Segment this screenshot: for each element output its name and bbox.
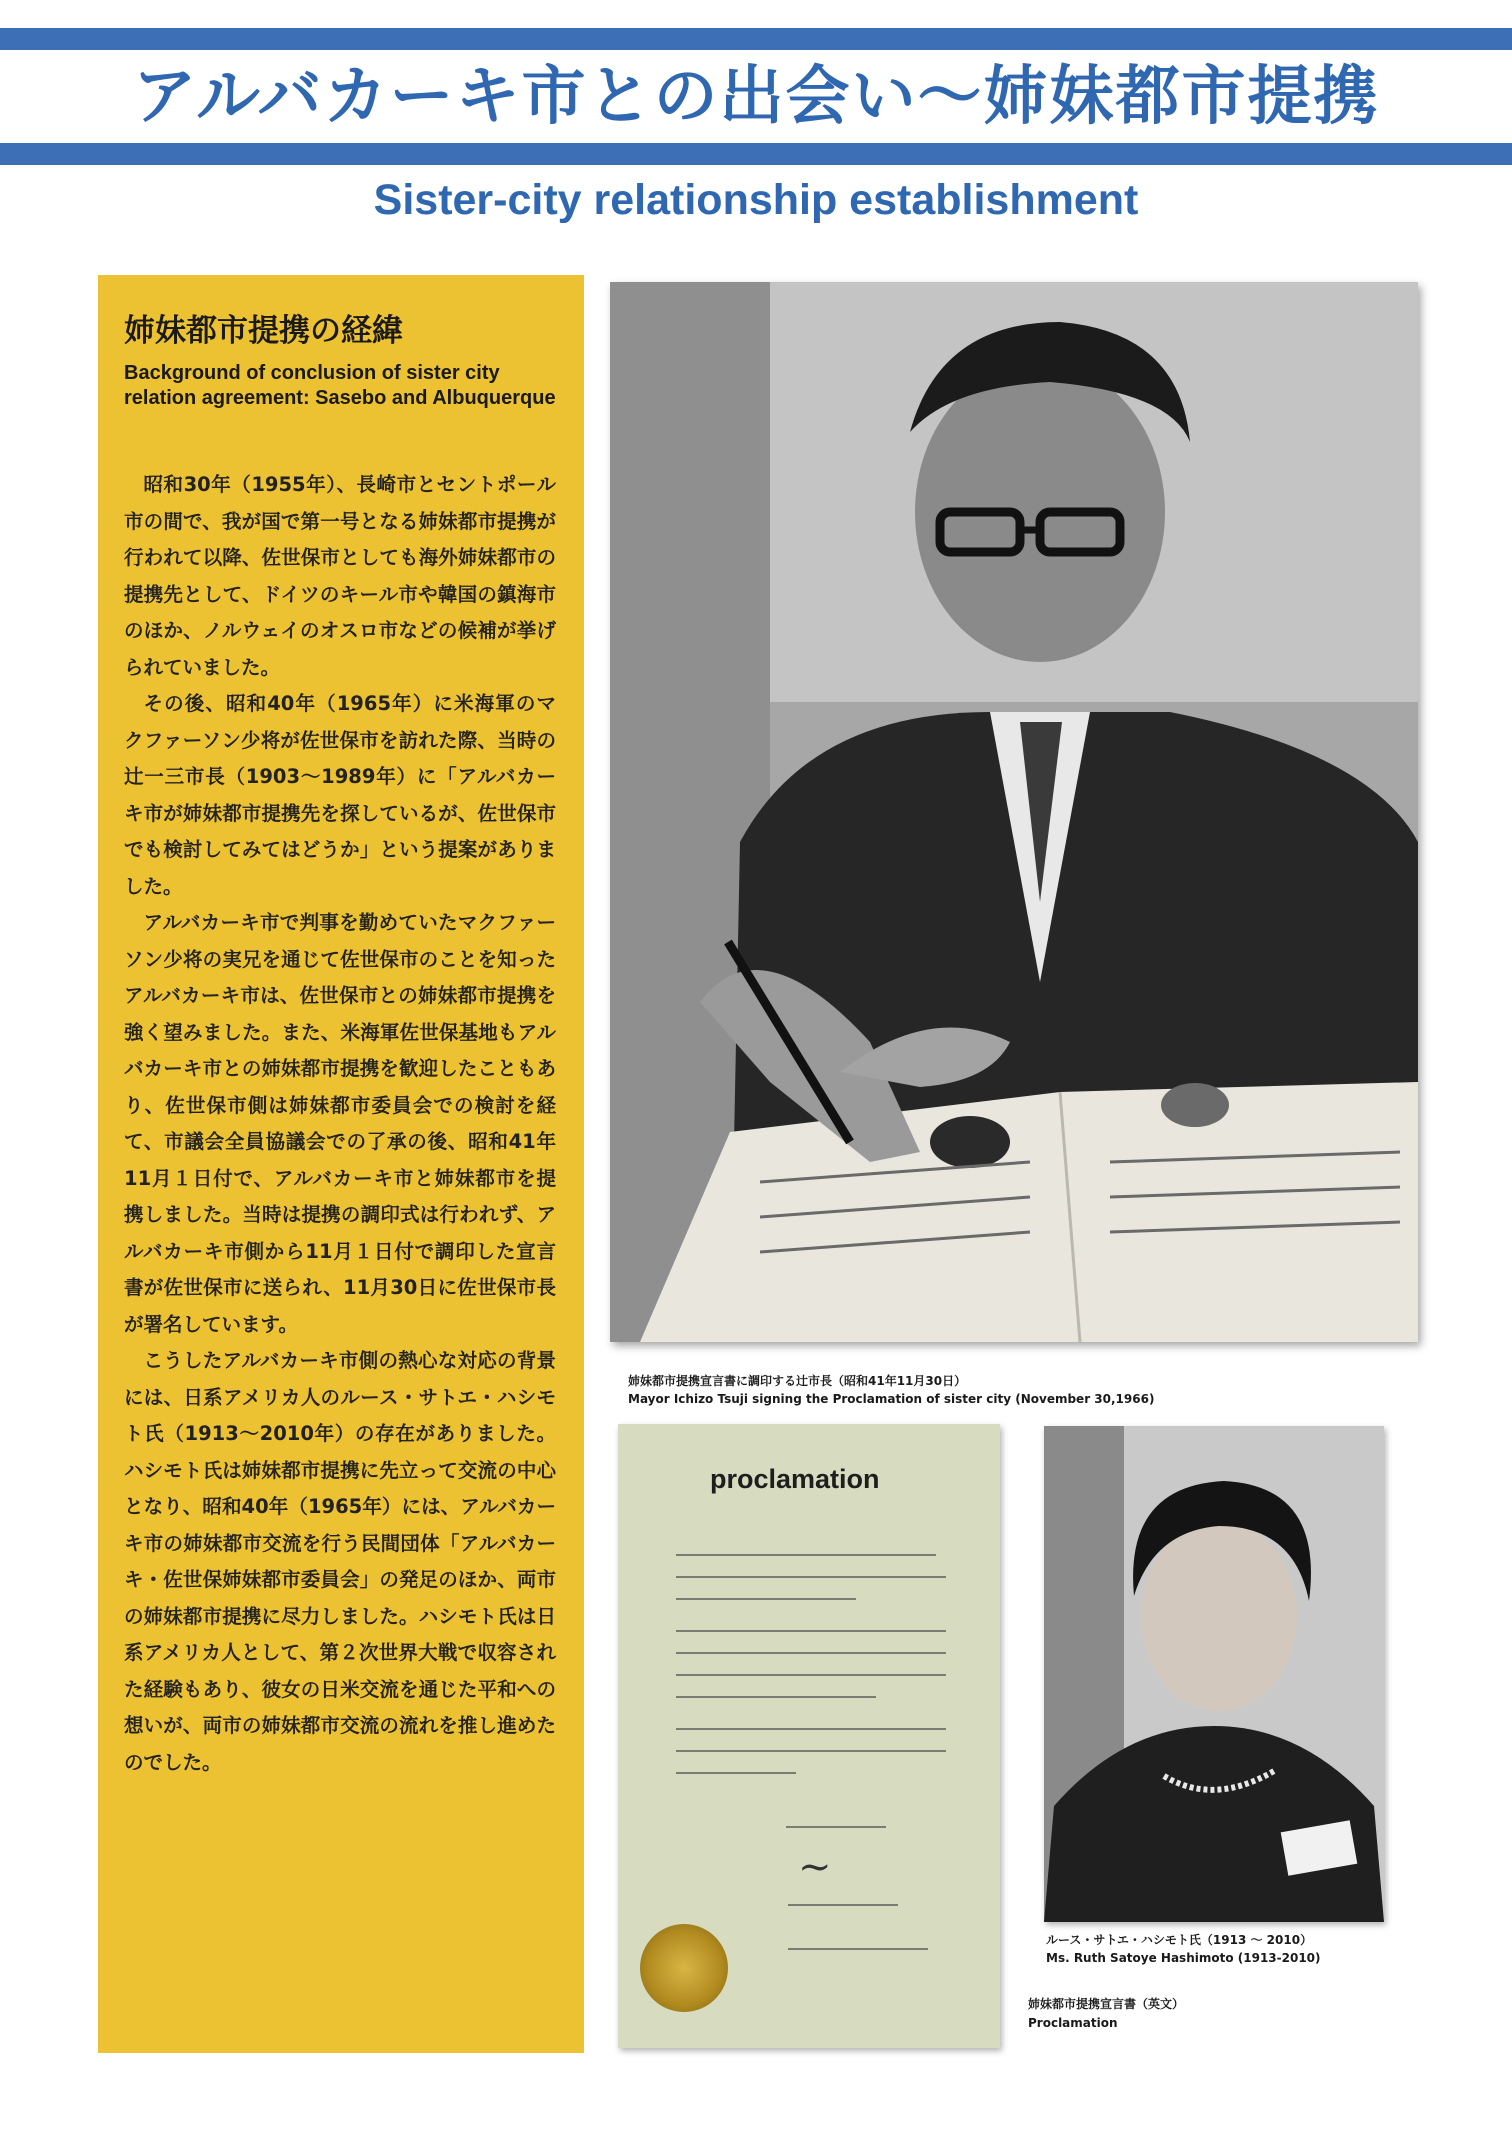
portrait-caption-en: Ms. Ruth Satoye Hashimoto (1913-2010) xyxy=(1046,1951,1321,1965)
header-band-top xyxy=(0,28,1512,50)
gold-seal xyxy=(640,1924,728,2012)
proclamation-document-photo xyxy=(618,1424,1000,2048)
text-line xyxy=(676,1598,856,1600)
mayor-signing-illustration xyxy=(610,282,1418,1342)
paragraph-2: その後、昭和40年（1965年）に米海軍のマクファーソン少将が佐世保市を訪れた際、当時の辻一三市長（1903～1989年）に「アルバカーキ市が姉妹都市提携先を探しているが、佐世保市でも検討してみてはどうか」という提案がありました。 xyxy=(124,692,556,898)
paragraph-3: アルバカーキ市で判事を勤めていたマクファーソン少将の実兄を通じて佐世保市のことを知ったアルバカーキ市は、佐世保市との姉妹都市提携を強く望みました。また、米海軍佐世保基地もアルバカーキ市との姉妹都市提携を歓迎したこともあり、佐世保市側は姉妹都市委員会での検討を経て、市議会全員協議会での了承の後、昭和41年11月１日付で、アルバカーキ市と姉妹都市を提携しました。当時は提携の調印式は行われず、アルバカーキ市側から11月１日付で調印した宣言書が佐世保市に送られ、11月30日に佐世保市長が署名しています。 xyxy=(124,911,556,1336)
section-body xyxy=(124,467,556,1781)
paragraph-4: こうしたアルバカーキ市側の熱心な対応の背景には、日系アメリカ人のルース・サトエ・ハシモト氏（1913～2010年）の存在がありました。ハシモト氏は姉妹都市提携に先立って交流の中心となり、昭和40年（1965年）には、アルバカーキ市の姉妹都市交流を行う民間団体「アルバカーキ・佐世保姉妹都市委員会」の発足のほか、両市の姉妹都市提携に尽力しました。ハシモト氏は日系アメリカ人として、第２次世界大戦で収容された経験もあり、彼女の日米交流を通じた平和への想いが、両市の姉妹都市交流の流れを推し進めたのでした。 xyxy=(124,1349,556,1774)
text-line xyxy=(676,1576,946,1578)
main-photo-caption-ja: 姉妹都市提携宣言書に調印する辻市長（昭和41年11月30日） xyxy=(628,1374,967,1388)
text-line xyxy=(676,1728,946,1730)
text-line xyxy=(676,1630,946,1632)
portrait-caption-ja: ルース・サトエ・ハシモト氏（1913 ～ 2010） xyxy=(1046,1933,1313,1947)
text-line xyxy=(788,1904,898,1906)
portrait-illustration xyxy=(1044,1426,1384,1922)
text-line xyxy=(676,1652,946,1654)
main-photo-caption xyxy=(628,1372,1328,1408)
page-title: アルバカーキ市との出会い～姉妹都市提携 xyxy=(132,60,1380,134)
mayor-signing-photo xyxy=(610,282,1418,1342)
date-line xyxy=(786,1826,886,1828)
portrait-caption xyxy=(1046,1931,1386,1967)
background-text-panel xyxy=(98,275,584,2053)
text-line xyxy=(788,1948,928,1950)
section-title: 姉妹都市提携の経緯 xyxy=(124,313,403,349)
signature-mark: ~ xyxy=(798,1844,832,1890)
section-subtitle-line-2: relation agreement: Sasebo and Albuquerque xyxy=(124,387,556,409)
main-photo-caption-en: Mayor Ichizo Tsuji signing the Proclamation of sister city (November 30,1966) xyxy=(628,1392,1155,1406)
proclamation-caption xyxy=(1028,1995,1228,2033)
paragraph-1: 昭和30年（1955年）、長崎市とセントポール市の間で、我が国で第一号となる姉妹都市提携が行われて以降、佐世保市としても海外姉妹都市の提携先として、ドイツのキール市や韓国の鎮海市のほか、ノルウェイのオスロ市などの候補が挙げられていました。 xyxy=(124,473,556,679)
proclamation-caption-ja: 姉妹都市提携宣言書（英文） xyxy=(1028,1997,1185,2011)
ruth-hashimoto-portrait xyxy=(1044,1426,1384,1922)
section-subtitle-line-1: Background of conclusion of sister city xyxy=(124,362,500,384)
proclamation-caption-en: Proclamation xyxy=(1028,2016,1118,2030)
section-subtitle xyxy=(124,361,556,411)
header-band-bottom xyxy=(0,143,1512,165)
text-line xyxy=(676,1696,876,1698)
text-line xyxy=(676,1554,936,1556)
proclamation-heading: proclamation xyxy=(710,1464,880,1494)
page-subtitle: Sister-city relationship establishment xyxy=(373,176,1139,224)
text-line xyxy=(676,1750,946,1752)
text-line xyxy=(676,1674,946,1676)
text-line xyxy=(676,1772,796,1774)
